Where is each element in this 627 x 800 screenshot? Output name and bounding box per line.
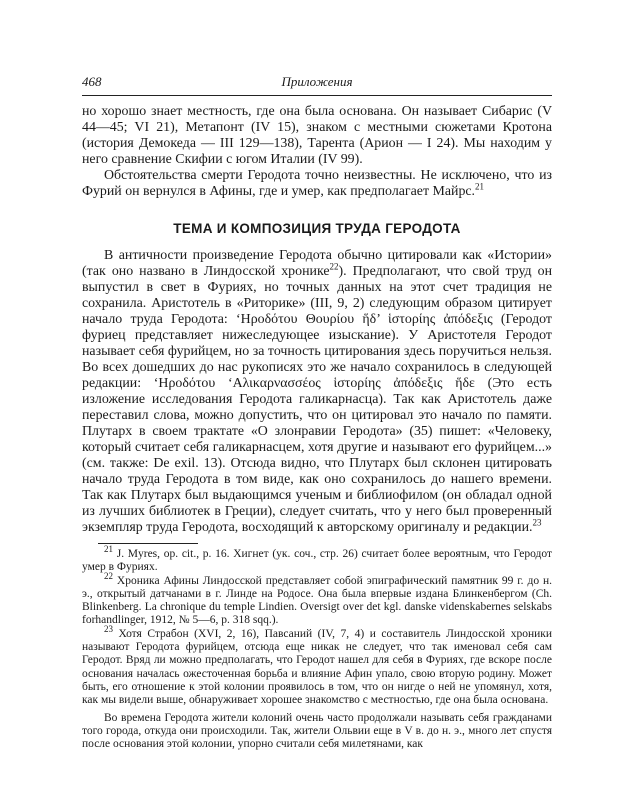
footnote-21 — [82, 544, 553, 575]
paragraph: но хорошо знает местность, где она была основана. Он называет Сибарис (V 44—45; VI 21), Метапонт (IV 15), знаком с местными сюжетами Кротона (история Демокеда — III 129—138), Тарента (Арион — I 24). Мы находим у него сравнение Скифии с югом Италии (IV 99). — [82, 104, 552, 167]
paragraph-text: В античности произведение Геродота обычно цитировали как «Истории» (так оно названо в Линдосской хронике — [82, 248, 552, 279]
footnote-text: J. Myres, op. cit., p. 16. Хигнет (ук. соч., стр. 26) считает более вероятным, что Геродот умер в Фуриях. — [82, 548, 553, 574]
footnote-ref-23[interactable]: 23 — [532, 517, 542, 528]
paragraph — [82, 168, 552, 200]
footnote-number: 23 — [104, 623, 113, 634]
footnote-text: Хроника Афины Линдосской представляет собой эпиграфический памятник 99 г. до н. э., открытый датчанами в г. Линде на Родосе. Она была впервые издана Блинкенбергом (Ch. Blinkenberg. La chronique du temple Lindien. Oversigt over det kgl. danske videnskabernes selskabs forhandlinger, 1912, № 5—6, p. 318 sqq.). — [82, 574, 553, 627]
footnote-23 — [82, 623, 552, 708]
footnote-ref-21[interactable]: 21 — [475, 181, 485, 192]
paragraph — [82, 248, 552, 536]
paragraph-text: Обстоятельства смерти Геродота точно неизвестны. Не исключено, что из Фурий он вернулся в Афины, где и умер, как предполагает Майрс. — [82, 168, 552, 199]
footnote-rule — [98, 543, 198, 544]
running-title: Приложения — [281, 74, 353, 89]
top-text-block — [82, 104, 552, 200]
footnote-number: 22 — [104, 570, 113, 581]
section-heading: ТЕМА И КОМПОЗИЦИЯ ТРУДА ГЕРОДОТА — [173, 221, 461, 236]
header-rule — [82, 95, 552, 96]
footnote-ref-22[interactable]: 22 — [329, 261, 339, 272]
paragraph-text: ). Предполагают, что свой труд он выпустил в свет в Фуриях, но точных данных на этот счет традиция не сохранила. Аристотель в «Риторике» (III, 9, 2) следующим образом цитирует начало труда Геродота: ‘Ηροδότου Θουρίου ἥδ’ ἱστορίης ἀπόδεξις (Геродот фуриец представляет нижеследующее изыскание). У Аристотеля Геродот называет себя фурийцем, но за точность цитирования здесь поручиться нельзя. Во всех дошедших до нас рукописях это же начало сохранилось в следующей редакции: ‘Ηροδότου ‘Αλικαρνασσέος ἱστορίης ἀπόδεξις ἥδε (Это есть изложение исследования Геродота галикарнасца). Так как Аристотель даже переставил слова, можно допустить, что он цитировал это начало по памяти. Плутарх в своем трактате «О злонравии Геродота» (35) пишет: «Человеку, который считает себя галикарнасцем, хотя другие и называют его фурийцем...» (см. также: De exil. 13). Отсюда видно, что Плутарх был склонен цитировать начало труда Геродота в том виде, как оно сохранилось до нашего времени. Так как Плутарх был выдающимся ученым и библиофилом (он обладал одной из лучших библиотек в Греции), следует считать, что у него был проверенный экземпляр труда Геродота, восходящий к авторскому оригиналу и редакции. — [82, 264, 553, 535]
main-text-block — [82, 248, 552, 536]
footnote-22 — [82, 570, 553, 628]
running-header — [82, 74, 552, 92]
footnote-number: 21 — [104, 544, 113, 555]
page-number: 468 — [82, 74, 102, 89]
footnote-23-continued: Во времена Геродота жители колоний очень часто продолжали называть себя гражданами того города, откуда они происходили. Так, жители Ольвии еще в V в. до н. э., много лет спустя после основания этой колонии, упорно считали себя милетянами, как — [82, 711, 552, 751]
footnote-text: Хотя Страбон (XVI, 2, 16), Павсаний (IV, 7, 4) и составитель Линдосской хроники называют Геродота фурийцем, отсюда еще никак не следует, что так именовал себя сам Геродот. Вряд ли можно предполагать, что Геродот нашел для себя в Фуриях, где вскоре после основания началась ожесточенная борьба и влияние Афин упало, свою вторую родину. Может быть, его отношение к этой колонии проявилось в том, что он нигде о ней не упомянул, хотя, как мы видели выше, обнаруживает хорошее знакомство с местностью, где она была основана. — [82, 627, 552, 707]
footnotes — [82, 544, 553, 751]
